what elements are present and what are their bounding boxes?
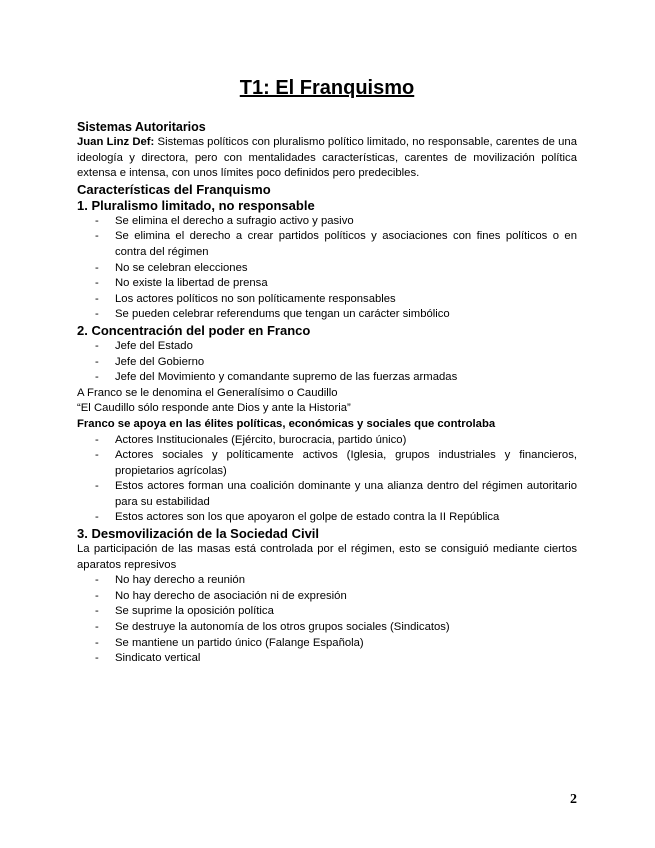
list-pluralismo [77, 214, 577, 323]
page-number: 2 [570, 792, 577, 807]
list-item: - Actores Institucionales (Ejército, burocracia, partido único) [77, 433, 577, 449]
list-item: - Actores sociales y políticamente activos (Iglesia, grupos industriales y financieros, propietarios agrícolas) [77, 448, 577, 479]
list-item: - Sindicato vertical [77, 651, 577, 667]
heading-desmovilizacion: 3. Desmovilización de la Sociedad Civil [77, 526, 320, 542]
page-title: T1: El Franquismo [239, 77, 415, 99]
definition-label: Juan Linz Def: [77, 136, 155, 148]
list-desmovilizacion [77, 573, 577, 667]
list-concentracion [77, 339, 577, 386]
list-item: - No se celebran elecciones [77, 261, 577, 277]
caudillo-quote: “El Caudillo sólo responde ante Dios y ante la Historia” [77, 402, 351, 415]
definition-text: Sistemas políticos con pluralismo político limitado, no responsable, carentes de una ideología y directora, pero con mentalidades características, carentes de movilización política extensa e intensa, con unos límites poco definidos pero predecibles. [77, 136, 577, 180]
list-item: - No existe la libertad de prensa [77, 276, 577, 292]
list-item: - Se pueden celebrar referendums que tengan un carácter simbólico [77, 307, 577, 323]
list-elites [77, 433, 577, 527]
definition-paragraph [77, 135, 577, 182]
list-item: - Jefe del Movimiento y comandante supremo de las fuerzas armadas [77, 370, 577, 386]
elites-line: Franco se apoya en las élites políticas, económicas y sociales que controlaba [77, 417, 496, 430]
heading-pluralismo: 1. Pluralismo limitado, no responsable [77, 197, 315, 213]
list-item: - Se elimina el derecho a sufragio activo y pasivo [77, 214, 577, 230]
list-item: - No hay derecho a reunión [77, 573, 577, 589]
list-item: - Se mantiene un partido único (Falange Española) [77, 636, 577, 652]
desmovilizacion-intro: La participación de las masas está controlada por el régimen, esto se consiguió mediante ciertos aparatos represivos [77, 543, 577, 571]
heading-caracteristicas: Características del Franquismo [77, 181, 271, 197]
list-item: - Se destruye la autonomía de los otros grupos sociales (Sindicatos) [77, 620, 577, 636]
list-item: - Jefe del Estado [77, 339, 577, 355]
caudillo-line: A Franco se le denomina el Generalísimo o Caudillo [77, 386, 338, 399]
list-item: - Estos actores forman una coalición dominante y una alianza dentro del régimen autoritario para su estabilidad [77, 479, 577, 510]
heading-concentracion: 2. Concentración del poder en Franco [77, 322, 311, 338]
list-item: - Los actores políticos no son políticamente responsables [77, 292, 577, 308]
list-item: - Se suprime la oposición política [77, 604, 577, 620]
list-item: - Jefe del Gobierno [77, 355, 577, 371]
list-item: - No hay derecho de asociación ni de expresión [77, 589, 577, 605]
list-item: - Se elimina el derecho a crear partidos políticos y asociaciones con fines políticos o en contra del régimen [77, 229, 577, 260]
document-body [77, 119, 577, 667]
list-item: - Estos actores son los que apoyaron el golpe de estado contra la II República [77, 510, 577, 526]
heading-sistemas-autoritarios: Sistemas Autoritarios [77, 120, 206, 134]
